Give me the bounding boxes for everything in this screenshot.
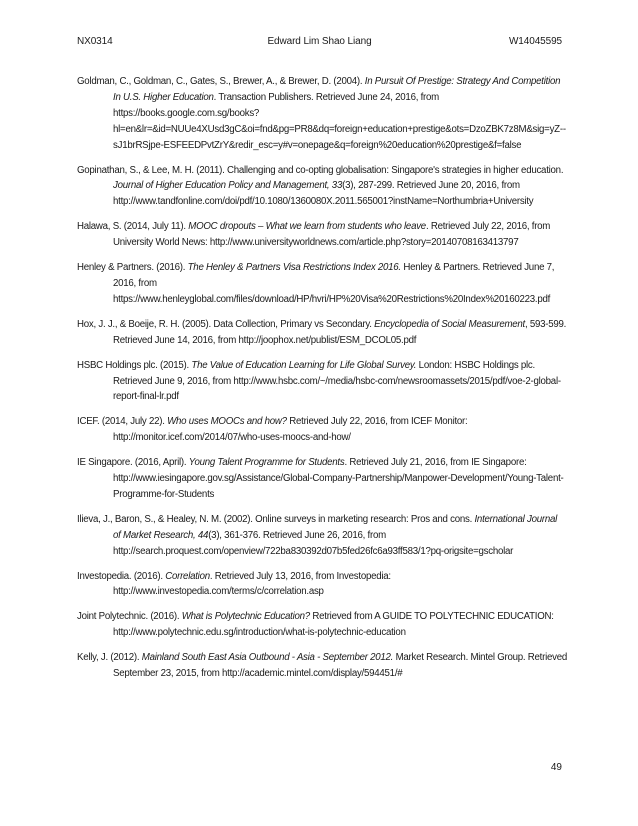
- reference-title: International Journal of Market Research, 44: [113, 513, 558, 541]
- reference-entry: [77, 260, 567, 308]
- reference-entry: [77, 650, 567, 682]
- reference-title: In Pursuit Of Prestige: Strategy And Competition In U.S. Higher Education: [113, 76, 561, 103]
- reference-text: HSBC Holdings plc. (2015).: [77, 359, 192, 371]
- header-course-code: NX0314: [77, 36, 113, 47]
- reference-text: Hox, J. J., & Boeije, R. H. (2005). Data Collection, Primary vs Secondary.: [77, 318, 375, 330]
- reference-entry: [77, 74, 567, 154]
- reference-details: (3), 361-376. Retrieved June 26, 2016, from http://search.proquest.com/openview/722ba830392d07b5fed26fc6a93ff583/1?pq-origsite=gscholar: [113, 529, 514, 557]
- reference-details: (3), 287-299. Retrieved June 20, 2016, from http://www.tandfonline.com/doi/pdf/10.1080/1360080X.2011.565001?instName=Northumbria+University: [113, 180, 534, 208]
- reference-entry: [77, 317, 567, 349]
- reference-entry: [77, 569, 567, 601]
- reference-title: What is Polytechnic Education?: [181, 611, 310, 623]
- reference-text: Joint Polytechnic. (2016).: [77, 611, 182, 623]
- reference-entry: [77, 455, 567, 503]
- reference-entry: [77, 163, 567, 211]
- page-number: 49: [550, 762, 562, 773]
- reference-title: Mainland South East Asia Outbound - Asia - September 2012.: [141, 652, 394, 664]
- reference-details: . Retrieved July 13, 2016, from Investopedia: http://www.investopedia.com/terms/c/correlation.asp: [113, 570, 391, 598]
- reference-details: Retrieved from A GUIDE TO POLYTECHNIC EDUCATION: http://www.polytechnic.edu.sg/introduction/what-is-polytechnic-education: [113, 611, 554, 639]
- reference-text: Gopinathan, S., & Lee, M. H. (2011). Challenging and co-opting globalisation: Singapore's strategies in higher education.: [77, 164, 564, 176]
- reference-text: Halawa, S. (2014, July 11).: [77, 221, 189, 233]
- header-student-id: W14045595: [508, 36, 562, 47]
- header-author-name: Edward Lim Shao Liang: [267, 36, 372, 47]
- reference-details: Henley & Partners. Retrieved June 7, 2016, from https://www.henleyglobal.com/files/download/HP/hvri/HP%20Visa%20Restrictions%20Index%20160223.pdf: [113, 262, 555, 305]
- reference-details: London: HSBC Holdings plc. Retrieved June 9, 2016, from http://www.hsbc.com/~/media/hsbc-com/newsroomassets/2015/pdf/voe-2-global-report-final-lr.pdf: [113, 359, 561, 403]
- reference-text: Kelly, J. (2012).: [77, 652, 142, 664]
- reference-entry: [77, 512, 567, 560]
- reference-text: Goldman, C., Goldman, C., Gates, S., Brewer, A., & Brewer, D. (2004).: [77, 76, 365, 87]
- reference-title: Journal of Higher Education Policy and Management, 33: [113, 180, 343, 192]
- reference-title: Encyclopedia of Social Measurement: [374, 318, 525, 330]
- reference-text: Ilieva, J., Baron, S., & Healey, N. M. (2002). Online surveys in marketing research: Pros and cons.: [77, 513, 475, 525]
- reference-list: [77, 74, 567, 691]
- reference-entry: [77, 414, 567, 446]
- reference-title: Who uses MOOCs and how?: [167, 416, 287, 428]
- page-header: [77, 36, 562, 52]
- reference-details: . Retrieved July 21, 2016, from IE Singapore: http://www.iesingapore.gov.sg/Assistance/Global-Company-Partnership/Manpower-Development/Young-Talent-Programme-for-Students: [113, 457, 564, 500]
- reference-title: Young Talent Programme for Students: [188, 457, 345, 469]
- reference-text: ICEF. (2014, July 22).: [77, 416, 168, 428]
- reference-details: , 593-599. Retrieved June 14, 2016, from http://joophox.net/publist/ESM_DCOL05.pdf: [113, 318, 567, 346]
- reference-title: Correlation: [165, 570, 210, 582]
- reference-details: . Retrieved July 22, 2016, from University World News: http://www.universityworldnews.com/article.php?story=20140708163413797: [113, 221, 551, 249]
- reference-details: . Transaction Publishers. Retrieved June 24, 2016, from https://books.google.com.sg/books?hl=en&lr=&id=NUUe4XUsd3gC&oi=fnd&pg=PR8&dq=foreign+education+prestige&ots=DzoZBK7z8M&sig=yZ--sJ1brRSjpe-ESFEEDPvtZrY&redir_esc=y#v=onepage&q=foreign%20education%20prestige&f=false: [113, 91, 566, 151]
- reference-title: The Value of Education Learning for Life Global Survey.: [191, 359, 417, 371]
- reference-title: MOOC dropouts – What we learn from students who leave: [188, 221, 426, 233]
- reference-details: Market Research. Mintel Group. Retrieved September 23, 2015, from http://academic.mintel.com/display/594451/#: [113, 652, 568, 680]
- reference-text: Investopedia. (2016).: [77, 570, 166, 582]
- reference-details: Retrieved July 22, 2016, from ICEF Monitor: http://monitor.icef.com/2014/07/who-uses-moocs-and-how/: [113, 416, 468, 444]
- reference-entry: [77, 358, 567, 406]
- reference-text: IE Singapore. (2016, April).: [77, 457, 189, 469]
- reference-entry: [77, 609, 567, 641]
- reference-entry: [77, 219, 567, 251]
- reference-text: Henley & Partners. (2016).: [77, 262, 188, 274]
- reference-title: The Henley & Partners Visa Restrictions Index 2016.: [187, 262, 401, 274]
